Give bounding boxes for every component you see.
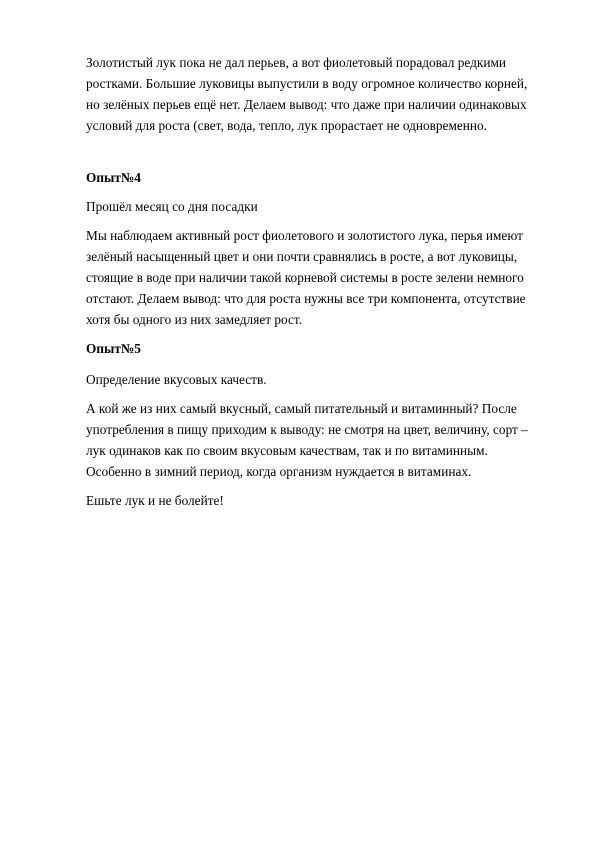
experiment-4-subtitle: Прошёл месяц со дня посадки [86, 199, 258, 214]
text-line: употребления в пищу приходим к выводу: не смотря на цвет, величину, сорт – [86, 422, 528, 437]
text-line: условий для роста (свет, вода, тепло, лук прорастает не одновременно. [86, 118, 487, 133]
text-line: А кой же из них самый вкусный, самый питательный и витаминный? После [86, 401, 517, 416]
intro-paragraph [86, 52, 546, 136]
experiment-4-heading: Опыт№4 [86, 170, 141, 185]
document-page [86, 52, 546, 511]
text-line: зелёный насыщенный цвет и они почти сравнялись в росте, а вот луковицы, [86, 249, 518, 264]
text-line: хотя бы одного из них замедляет рост. [86, 312, 303, 327]
experiment-5-heading: Опыт№5 [86, 341, 141, 356]
experiment-5-paragraph [86, 398, 546, 482]
text-line: Мы наблюдаем активный рост фиолетового и золотистого лука, перья имеют [86, 228, 523, 243]
experiment-4-paragraph [86, 225, 546, 330]
text-line: Золотистый лук пока не дал перьев, а вот фиолетовый порадовал редкими [86, 55, 506, 70]
closing-line: Ешьте лук и не болейте! [86, 493, 224, 508]
experiment-5-subtitle: Определение вкусовых качеств. [86, 372, 267, 387]
text-line: стоящие в воде при наличии такой корневой системы в росте зелени немного [86, 270, 524, 285]
text-line: ростками. Большие луковицы выпустили в воду огромное количество корней, [86, 76, 528, 91]
text-line: Особенно в зимний период, когда организм нуждается в витаминах. [86, 464, 472, 479]
text-line: отстают. Делаем вывод: что для роста нужны все три компонента, отсутствие [86, 291, 526, 306]
text-line: но зелёных перьев ещё нет. Делаем вывод: что даже при наличии одинаковых [86, 97, 527, 112]
text-line: лук одинаков как по своим вкусовым качествам, так и по витаминным. [86, 443, 488, 458]
